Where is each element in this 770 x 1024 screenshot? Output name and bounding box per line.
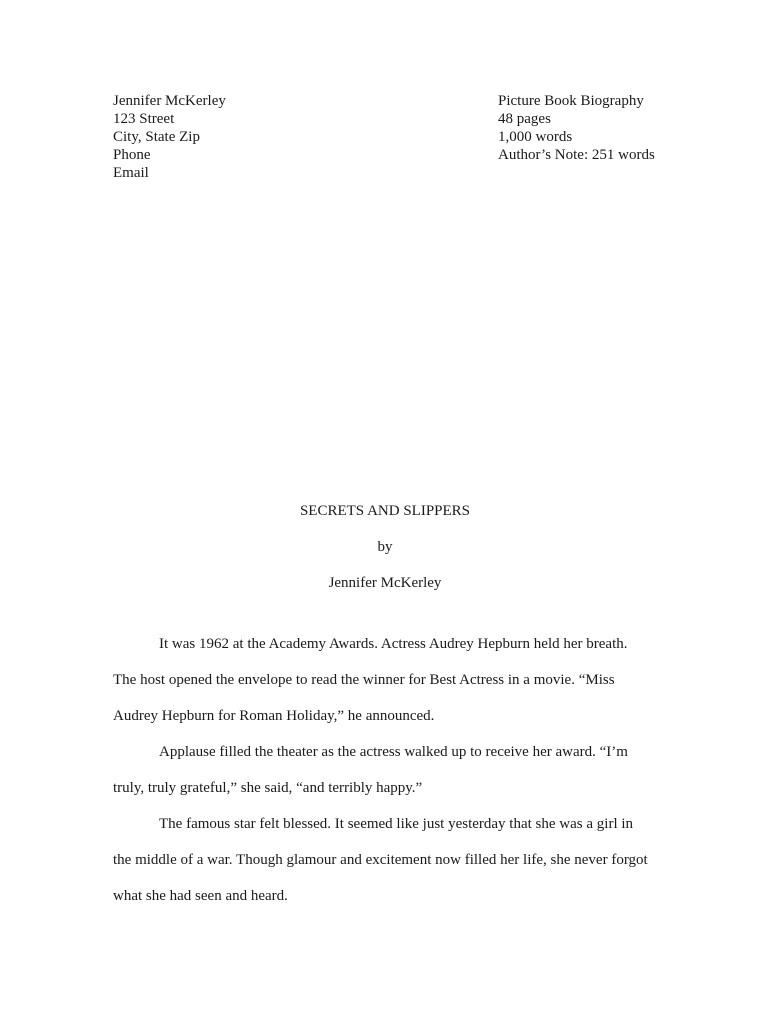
phone-line: Phone xyxy=(113,147,151,163)
author-credit-block xyxy=(0,575,770,592)
byline: by xyxy=(377,539,393,555)
title-block xyxy=(0,503,770,520)
authors-note-line: Author’s Note: 251 words xyxy=(498,147,655,163)
byline-block xyxy=(0,539,770,556)
email-line: Email xyxy=(113,165,149,181)
paragraph xyxy=(113,806,673,914)
genre-line: Picture Book Biography xyxy=(498,93,644,109)
manuscript-info-block xyxy=(498,92,655,164)
manuscript-body xyxy=(113,626,673,914)
manuscript-title: SECRETS AND SLIPPERS xyxy=(299,503,471,519)
paragraph-line: Applause filled the theater as the actress walked up to receive her award. “I’m xyxy=(159,744,628,760)
paragraph xyxy=(113,626,673,734)
street-line: 123 Street xyxy=(113,111,175,127)
page-count-line: 48 pages xyxy=(498,111,551,127)
city-state-zip-line: City, State Zip xyxy=(113,129,200,145)
paragraph-line: what she had seen and heard. xyxy=(113,888,288,904)
paragraph-line: truly, truly grateful,” she said, “and terribly happy.” xyxy=(113,780,423,796)
author-credit: Jennifer McKerley xyxy=(328,575,442,591)
paragraph-line: The famous star felt blessed. It seemed like just yesterday that she was a girl in xyxy=(159,816,634,832)
author-name-line: Jennifer McKerley xyxy=(113,93,226,109)
paragraph-line: It was 1962 at the Academy Awards. Actress Audrey Hepburn held her breath. xyxy=(159,636,628,652)
paragraph-line: Audrey Hepburn for Roman Holiday,” he announced. xyxy=(113,708,435,724)
paragraph-line: the middle of a war. Though glamour and excitement now filled her life, she never forgot xyxy=(113,852,648,868)
paragraph-line: The host opened the envelope to read the winner for Best Actress in a movie. “Miss xyxy=(113,672,615,688)
author-contact-block xyxy=(113,92,226,182)
paragraph xyxy=(113,734,673,806)
word-count-line: 1,000 words xyxy=(498,129,573,145)
